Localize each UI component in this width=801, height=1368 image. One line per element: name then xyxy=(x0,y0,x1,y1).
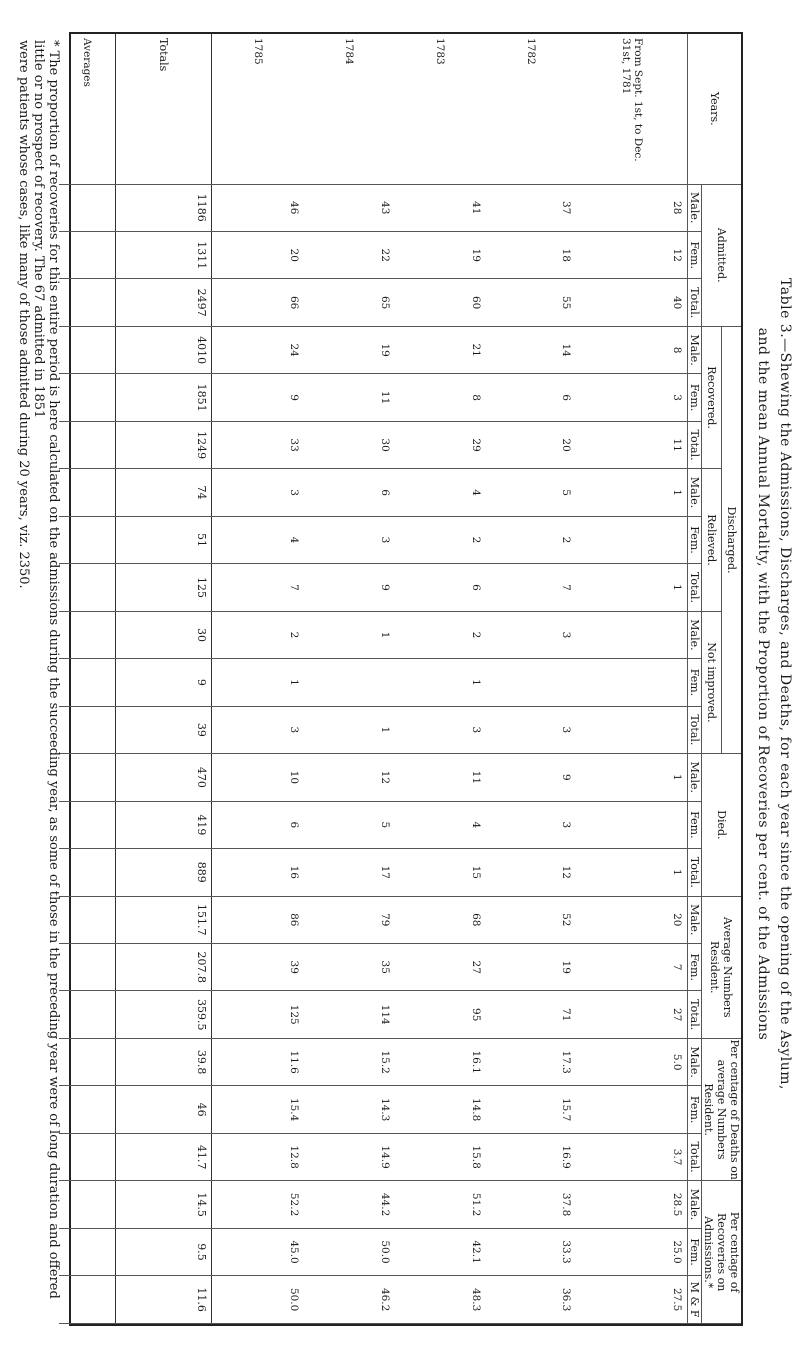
relieved-header: Relieved. xyxy=(702,469,722,611)
rec-cell: 8 xyxy=(576,326,687,373)
avg-cell: 114 xyxy=(304,991,395,1038)
died-cell: 419 xyxy=(116,801,211,848)
footnote-line1: * The proportion of recoveries for this entire period is here calculated on the admissions during the succeeding year, as some of those in the preceding year were of long duration and offered little or no prospect of recovery. The 67 admitted in 1851 xyxy=(31,40,61,1299)
died-cell xyxy=(59,849,116,896)
not-cell: 3 xyxy=(395,706,486,753)
dp-cell xyxy=(59,1133,116,1180)
avg-cell: 19 xyxy=(486,944,577,991)
rec-cell: 29 xyxy=(395,421,486,468)
dp-cell: 12.8 xyxy=(211,1133,304,1180)
avg-cell: 151.7 xyxy=(116,896,211,943)
rel-cell: 51 xyxy=(116,516,211,563)
not-cell: 1 xyxy=(395,659,486,706)
died-cell: 9 xyxy=(486,754,577,801)
rec-cell: 21 xyxy=(395,326,486,373)
rel-cell: 3 xyxy=(211,469,304,516)
year-cell: 1785 xyxy=(211,34,304,184)
rp-cell: 33.3 xyxy=(486,1228,577,1275)
rel-cell: 1 xyxy=(576,469,687,516)
rec-cell: 19 xyxy=(304,326,395,373)
table-row xyxy=(486,34,577,1324)
deaths-percentage-header: Per centage of Deaths on average Numbers Resident. xyxy=(702,1039,741,1180)
adm-cell: 22 xyxy=(304,231,395,278)
avg-cell: 359.5 xyxy=(116,991,211,1038)
year-cell: From Sept. 1st, to Dec. 31st, 1781 xyxy=(576,34,687,184)
died-header: Died. xyxy=(702,754,742,896)
male-subheader: Male. xyxy=(688,754,702,801)
not-cell xyxy=(59,706,116,753)
died-cell: 1 xyxy=(576,849,687,896)
rec-cell: 33 xyxy=(211,421,304,468)
dp-cell: 14.3 xyxy=(304,1086,395,1133)
fem-subheader: Fem. xyxy=(688,231,702,278)
rp-cell: 42.1 xyxy=(395,1228,486,1275)
table-caption-line1: Table 3.—Shewing the Admissions, Discharges, and Deaths, for each year since the opening of the Asylum, xyxy=(777,278,793,1090)
table-caption-line2: and the mean Annual Mortality, with the Proportion of Recoveries per cent. of the Admissions xyxy=(755,327,771,1041)
died-cell: 11 xyxy=(395,754,486,801)
year-cell: 1783 xyxy=(395,34,486,184)
adm-cell: 1311 xyxy=(116,231,211,278)
male-subheader: Male. xyxy=(688,326,702,373)
rp-cell xyxy=(59,1181,116,1228)
rel-cell: 74 xyxy=(116,469,211,516)
dp-cell: 41.7 xyxy=(116,1133,211,1180)
dp-cell xyxy=(59,1038,116,1085)
rec-cell: 30 xyxy=(304,421,395,468)
rp-cell: 48.3 xyxy=(395,1276,486,1324)
dp-cell: 3.7 xyxy=(576,1133,687,1180)
dp-cell: 15.2 xyxy=(304,1038,395,1085)
dp-cell: 14.9 xyxy=(304,1133,395,1180)
rel-cell: 9 xyxy=(304,564,395,611)
average-resident-header: Average Numbers Resident. xyxy=(702,896,742,1038)
rec-cell: 4010 xyxy=(116,326,211,373)
avg-cell: 27 xyxy=(576,991,687,1038)
dp-cell: 15.8 xyxy=(395,1133,486,1180)
avg-cell: 7 xyxy=(576,944,687,991)
rp-cell: 44.2 xyxy=(304,1181,395,1228)
rec-cell: 24 xyxy=(211,326,304,373)
total-subheader: Total. xyxy=(688,421,702,468)
adm-cell: 66 xyxy=(211,279,304,326)
died-cell: 16 xyxy=(211,849,304,896)
dp-cell: 14.8 xyxy=(395,1086,486,1133)
fem-subheader: Fem. xyxy=(688,516,702,563)
not-cell: 1 xyxy=(304,706,395,753)
rel-cell: 125 xyxy=(116,564,211,611)
total-subheader: Total. xyxy=(688,279,702,326)
dp-cell: 16.9 xyxy=(486,1133,577,1180)
dp-cell: 11.6 xyxy=(211,1038,304,1085)
rp-cell: 46.2 xyxy=(304,1276,395,1324)
fem-subheader: Fem. xyxy=(688,659,702,706)
rel-cell: 2 xyxy=(395,516,486,563)
male-subheader: Male. xyxy=(688,896,702,943)
not-cell: 3 xyxy=(486,611,577,658)
year-cell: 1784 xyxy=(304,34,395,184)
rp-cell: 14.5 xyxy=(116,1181,211,1228)
rec-cell: 20 xyxy=(486,421,577,468)
died-cell: 1 xyxy=(576,754,687,801)
avg-cell: 52 xyxy=(486,896,577,943)
avg-cell xyxy=(59,944,116,991)
rp-cell: 51.2 xyxy=(395,1181,486,1228)
not-cell: 30 xyxy=(116,611,211,658)
rp-cell: 11.6 xyxy=(116,1276,211,1324)
fem-subheader: Fem. xyxy=(688,944,702,991)
not-cell xyxy=(304,659,395,706)
years-header: Years. xyxy=(688,34,742,184)
rp-cell: 27.5 xyxy=(576,1276,687,1324)
table-row xyxy=(211,34,304,1324)
recoveries-percentage-header: Per centage of Recoveries on Admissions.* xyxy=(702,1181,742,1324)
dp-cell xyxy=(59,1086,116,1133)
dp-cell xyxy=(576,1086,687,1133)
rel-cell: 4 xyxy=(395,469,486,516)
died-cell: 10 xyxy=(211,754,304,801)
rel-cell: 3 xyxy=(304,516,395,563)
rp-cell: 9.5 xyxy=(116,1228,211,1275)
rec-cell xyxy=(59,374,116,421)
footnote xyxy=(16,40,61,1330)
rp-cell xyxy=(59,1276,116,1324)
table-body xyxy=(59,34,688,1324)
rec-cell: 1249 xyxy=(116,421,211,468)
not-cell: 1 xyxy=(304,611,395,658)
not-cell: 1 xyxy=(211,659,304,706)
total-subheader: Total. xyxy=(688,564,702,611)
rec-cell xyxy=(59,326,116,373)
adm-cell xyxy=(59,279,116,326)
adm-cell: 28 xyxy=(576,184,687,231)
rec-cell: 14 xyxy=(486,326,577,373)
not-cell xyxy=(576,611,687,658)
not-cell xyxy=(486,659,577,706)
rel-cell: 1 xyxy=(576,564,687,611)
died-cell: 4 xyxy=(395,801,486,848)
not-cell: 2 xyxy=(211,611,304,658)
footnote-line2: were patients whose cases, like many of those admitted during 20 years, viz. 2350. xyxy=(16,40,31,589)
male-subheader: Male. xyxy=(688,1038,702,1085)
rp-cell: 28.5 xyxy=(576,1181,687,1228)
died-cell: 12 xyxy=(304,754,395,801)
total-subheader: M & F xyxy=(688,1276,702,1324)
rec-cell: 9 xyxy=(211,374,304,421)
rec-cell: 3 xyxy=(576,374,687,421)
adm-cell: 12 xyxy=(576,231,687,278)
died-cell: 5 xyxy=(304,801,395,848)
table-row xyxy=(395,34,486,1324)
rel-cell: 7 xyxy=(211,564,304,611)
adm-cell: 40 xyxy=(576,279,687,326)
year-cell: Averages xyxy=(59,34,116,184)
fem-subheader: Fem. xyxy=(688,374,702,421)
avg-cell: 68 xyxy=(395,896,486,943)
avg-cell: 207.8 xyxy=(116,944,211,991)
total-subheader: Total. xyxy=(688,991,702,1038)
not-cell: 3 xyxy=(211,706,304,753)
rel-cell: 4 xyxy=(211,516,304,563)
rp-cell: 52.2 xyxy=(211,1181,304,1228)
died-cell xyxy=(576,801,687,848)
subheader-row xyxy=(688,34,702,1324)
rec-cell xyxy=(59,421,116,468)
not-cell: 39 xyxy=(116,706,211,753)
year-cell: Totals xyxy=(116,34,211,184)
avg-cell: 39 xyxy=(211,944,304,991)
adm-cell: 46 xyxy=(211,184,304,231)
died-cell: 17 xyxy=(304,849,395,896)
rel-cell xyxy=(576,516,687,563)
rel-cell: 6 xyxy=(304,469,395,516)
avg-cell: 95 xyxy=(395,991,486,1038)
adm-cell: 65 xyxy=(304,279,395,326)
avg-cell: 79 xyxy=(304,896,395,943)
dp-cell: 5.0 xyxy=(576,1038,687,1085)
avg-cell xyxy=(59,991,116,1038)
total-subheader: Total. xyxy=(688,706,702,753)
adm-cell xyxy=(59,231,116,278)
dp-cell: 39.8 xyxy=(116,1038,211,1085)
rp-cell xyxy=(59,1228,116,1275)
died-cell: 12 xyxy=(486,849,577,896)
fem-subheader: Fem. xyxy=(688,1228,702,1275)
dp-cell: 15.4 xyxy=(211,1086,304,1133)
dp-cell: 46 xyxy=(116,1086,211,1133)
fem-subheader: Fem. xyxy=(688,1086,702,1133)
rel-cell: 7 xyxy=(486,564,577,611)
not-cell: 9 xyxy=(116,659,211,706)
rel-cell xyxy=(59,564,116,611)
statistics-table xyxy=(69,32,743,1326)
avg-cell: 71 xyxy=(486,991,577,1038)
died-cell xyxy=(59,754,116,801)
rp-cell: 25.0 xyxy=(576,1228,687,1275)
table-row xyxy=(576,34,687,1324)
avg-cell xyxy=(59,896,116,943)
adm-cell: 60 xyxy=(395,279,486,326)
adm-cell: 20 xyxy=(211,231,304,278)
dp-cell: 17.3 xyxy=(486,1038,577,1085)
adm-cell: 41 xyxy=(395,184,486,231)
died-cell: 889 xyxy=(116,849,211,896)
admitted-header: Admitted. xyxy=(702,184,742,326)
rel-cell xyxy=(59,516,116,563)
rp-cell: 50.0 xyxy=(211,1276,304,1324)
table-row xyxy=(59,34,116,1324)
rel-cell: 2 xyxy=(486,516,577,563)
rp-cell: 36.3 xyxy=(486,1276,577,1324)
adm-cell: 19 xyxy=(395,231,486,278)
adm-cell: 2497 xyxy=(116,279,211,326)
died-cell: 3 xyxy=(486,801,577,848)
rec-cell: 6 xyxy=(486,374,577,421)
adm-cell: 1186 xyxy=(116,184,211,231)
avg-cell: 20 xyxy=(576,896,687,943)
rp-cell: 37.8 xyxy=(486,1181,577,1228)
rel-cell: 6 xyxy=(395,564,486,611)
rec-cell: 11 xyxy=(304,374,395,421)
not-cell: 3 xyxy=(486,706,577,753)
avg-cell: 86 xyxy=(211,896,304,943)
adm-cell: 37 xyxy=(486,184,577,231)
table-row xyxy=(304,34,395,1324)
male-subheader: Male. xyxy=(688,184,702,231)
recovered-header: Recovered. xyxy=(702,326,722,468)
died-cell: 15 xyxy=(395,849,486,896)
fem-subheader: Fem. xyxy=(688,801,702,848)
adm-cell: 43 xyxy=(304,184,395,231)
not-cell xyxy=(59,659,116,706)
avg-cell: 35 xyxy=(304,944,395,991)
male-subheader: Male. xyxy=(688,611,702,658)
not-improved-header: Not improved. xyxy=(702,611,722,753)
year-cell: 1782 xyxy=(486,34,577,184)
male-subheader: Male. xyxy=(688,469,702,516)
dp-cell: 15.7 xyxy=(486,1086,577,1133)
rel-cell: 5 xyxy=(486,469,577,516)
dp-cell: 16.1 xyxy=(395,1038,486,1085)
not-cell: 2 xyxy=(395,611,486,658)
rp-cell: 45.0 xyxy=(211,1228,304,1275)
rec-cell: 1851 xyxy=(116,374,211,421)
rec-cell: 11 xyxy=(576,421,687,468)
not-cell xyxy=(576,659,687,706)
not-cell xyxy=(59,611,116,658)
not-cell xyxy=(576,706,687,753)
table-row xyxy=(116,34,211,1324)
died-cell xyxy=(59,801,116,848)
rel-cell xyxy=(59,469,116,516)
adm-cell: 18 xyxy=(486,231,577,278)
rp-cell: 50.0 xyxy=(304,1228,395,1275)
rec-cell: 8 xyxy=(395,374,486,421)
adm-cell: 55 xyxy=(486,279,577,326)
died-cell: 6 xyxy=(211,801,304,848)
total-subheader: Total. xyxy=(688,849,702,896)
total-subheader: Total. xyxy=(688,1133,702,1180)
died-cell: 470 xyxy=(116,754,211,801)
discharged-header: Discharged. xyxy=(722,326,741,753)
avg-cell: 125 xyxy=(211,991,304,1038)
avg-cell: 27 xyxy=(395,944,486,991)
male-subheader: Male. xyxy=(688,1181,702,1228)
adm-cell xyxy=(59,184,116,231)
